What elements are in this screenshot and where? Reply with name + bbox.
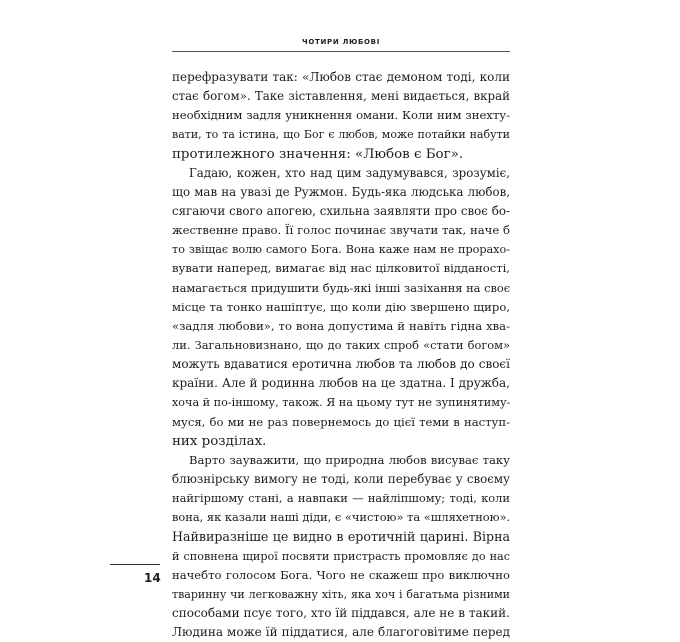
text-line: Варто зауважити, що природна любов висуває таку (189, 452, 510, 467)
text-line: муся, бо ми не раз повернемось до цієї теми в наступ- (172, 414, 510, 429)
text-line: країни. Але й родинна любов на це здатна. І дружба, (172, 376, 510, 391)
text-line: намагається придушити будь-які інші зазіхання на своє (172, 280, 511, 295)
text-line: перефразувати так: «Любов стає демоном тоді, коли (172, 70, 510, 84)
paragraph-2 (172, 164, 510, 451)
text-line: й сповнена щирої посвяти пристрасть промовляє до нас (172, 549, 510, 563)
text-line: Найвиразніше це видно в еротичній царині. Вірна (172, 529, 510, 545)
paragraph-3 (172, 451, 510, 642)
text-line: Гадаю, кожен, хто над цим задумувався, зрозуміє, (189, 165, 510, 180)
text-line: сягаючи свого апогею, схильна заявляти про своє бо- (172, 203, 510, 218)
body-text (172, 68, 510, 642)
text-line: «задля любови», то вона допустима й навіть гідна хва- (172, 318, 510, 333)
text-line: них розділах. (172, 433, 267, 449)
text-line: вувати наперед, вимагає від нас цілковитої відданості, (172, 261, 510, 276)
running-head: ЧОТИРИ ЛЮБОВІ (301, 38, 381, 46)
page-number: 14 (144, 571, 161, 585)
text-line: протилежного значення: «Любов є Бог». (172, 146, 464, 162)
footer-rule (110, 564, 160, 565)
text-line: тваринну чи легковажну хіть, яка хоч і багатьма різними (172, 587, 510, 601)
text-line: хоча й по-іншому, також. Я на цьому тут не зупинятиму- (172, 396, 511, 410)
text-line: начебто голосом Бога. Чого не скажеш про виключно (172, 567, 510, 582)
text-line: способами псує того, хто їй піддався, але не в такий. (172, 605, 510, 620)
text-line: ли. Загальновизнано, що до таких спроб «стати богом» (172, 337, 510, 352)
text-line: вона, як казали наші діди, є «чистою» та «шляхетною». (172, 510, 511, 525)
text-line: можуть вдаватися еротична любов та любов до своєї (172, 357, 510, 372)
text-line: блюзнірську вимогу не тоді, коли перебуває у своєму (172, 471, 510, 486)
text-line: Людина може їй піддатися, але благоговітиме перед (172, 625, 510, 640)
header-rule (172, 51, 510, 52)
text-line: то звіщає волю самого Бога. Вона каже нам не прорахо- (172, 243, 510, 257)
paragraph-1 (172, 68, 510, 164)
text-line: жественне право. Її голос починає звучати так, наче б (172, 223, 510, 238)
text-line: необхідним задля уникнення омани. Коли ним знехту- (172, 108, 510, 123)
text-line: вати, то та істина, що Бог є любов, може потайки набути (172, 128, 510, 142)
text-line: що мав на увазі де Ружмон. Будь-яка людська любов, (172, 184, 510, 199)
text-line: місце та тонко нашіптує, що коли дію звершено щиро, (172, 299, 510, 314)
text-line: стає богом». Таке зіставлення, мені видається, вкрай (172, 89, 510, 104)
text-line: найгіршому стані, а навпаки — найліпшому; тоді, коли (172, 491, 510, 506)
